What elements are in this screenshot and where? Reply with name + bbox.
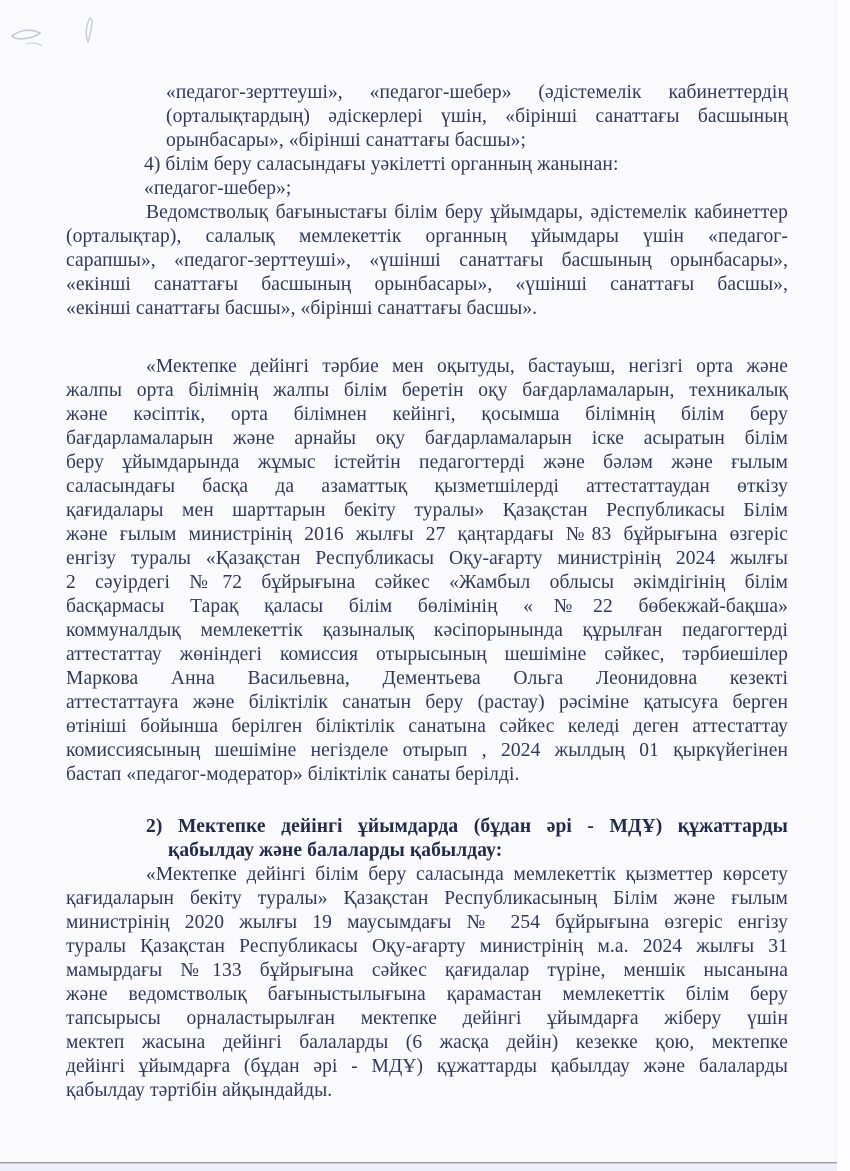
text-line: «Мектепке дейінгі тәрбие мен оқытуды, бастауыш, негізгі орта және [146, 356, 788, 377]
text-line: беру ұйымдарында жұмыс істейтін педагогтерді және бәләм және ғылым [66, 452, 788, 473]
text-line: «Мектепке дейінгі білім беру саласында мемлекеттік қызметтер көрсету [146, 864, 788, 885]
text-line: мамырдағы №133 бұйрығына сәйкес қағидалар түріне, меншік нысанына [66, 960, 788, 981]
text-line: және кәсіптік, орта білімнен кейінгі, қосымша білімнің білім беру [66, 404, 788, 425]
text-line: қабылдау тәртібін айқындайды. [66, 1080, 333, 1101]
text-line: бағдарламаларын және арнайы оқу бағдарламаларын іске асыратын білім [66, 428, 788, 449]
text-line: 2 сәуірдегі №72 бұйрығына сәйкес «Жамбыл облысы әкімдігінің білім [66, 572, 788, 593]
vedomstvolyq-paragraph [66, 201, 788, 321]
text-line: «екінші санаттағы басшының орынбасары», «үшінші санаттағы басшы», [66, 274, 788, 295]
text-line: сарапшы», «педагог-зерттеуші», «үшінші санаттағы басшының орынбасары», [66, 250, 788, 271]
text-line: дейінгі ұйымдарға (бұдан әрі - МДҰ) құжаттарды қабылдау және балаларды [66, 1056, 788, 1077]
list-item-4 [66, 153, 788, 177]
text-line: және ведомстволық бағыныстылығына қарамастан мемлекеттік білім беру [66, 984, 788, 1005]
text-line: комиссиясының шешіміне негізделе отырып , 2024 жылдың 01 қыркүйегінен [66, 740, 788, 761]
text-line: 4) білім беру саласындағы уәкілетті органның жанынан: [144, 154, 619, 175]
text-line: тапсырысы орналастырылған мектепке дейінгі ұйымдарға жіберу үшін [66, 1008, 788, 1029]
text-line: туралы Қазақстан Республикасы Оқу-ағарту министрінің м.а. 2024 жылғы 31 [66, 936, 788, 957]
list-item-continuation [166, 81, 788, 153]
text-line: министрінің 2020 жылғы 19 маусымдағы № 254 бұйрығына өзгеріс енгізу [66, 912, 788, 933]
text-line: (орталықтар), салалық мемлекеттік органның ұйымдары үшін «педагог- [66, 226, 788, 247]
text-line: орынбасары», «бірінші санаттағы басшы»; [166, 130, 526, 151]
scan-right-edge [836, 0, 850, 1170]
text-line: коммуналдық мемлекеттік қазыналық кәсіпорынында құрылған педагогтерді [66, 620, 788, 641]
text-line: аттестаттау жөніндегі комиссия отырысының шешіміне сәйкес, тәрбиешілер [66, 644, 788, 665]
text-line: және ғылым министрінің 2016 жылғы 27 қаңтардағы №83 бұйрығына өзгеріс [66, 524, 788, 545]
text-line: енгізу туралы «Қазақстан Республикасы Оқу-ағарту министрінің 2024 жылғы [66, 548, 788, 569]
text-line: (орталықтардың) әдіскерлері үшін, «бірінші санаттағы басшының [166, 106, 788, 127]
text-line: «педагог-шебер»; [144, 178, 292, 199]
text-line: аттестаттауға және біліктілік санатын беру (растау) рәсіміне қатысуға берген [66, 692, 788, 713]
attestation-paragraph [66, 355, 788, 787]
text-line: 2) Мектепке дейінгі ұйымдарда (бұдан әрі - МДҰ) құжаттарды [146, 816, 788, 837]
text-line: «педагог-зерттеуші», «педагог-шебер» (әдістемелік кабинеттердің [166, 82, 788, 103]
text-line: қағидалары мен шарттарын бекіту туралы» Қазақстан Республикасы Білім [66, 500, 788, 521]
text-line: мектеп жасына дейінгі балаларды (6 жасқа дейін) кезекке қою, мектепке [66, 1032, 788, 1053]
text-line: жалпы орта білімнің жалпы білім беретін оқу бағдарламаларын, техникалық [66, 380, 788, 401]
text-line: бастап «педагог-модератор» біліктілік санаты берілді. [66, 764, 520, 785]
pedagog-sheber-line [66, 177, 788, 201]
text-line: қағидаларын бекіту туралы» Қазақстан Республикасының Білім және ғылым [66, 888, 788, 909]
text-line: Ведомстволық бағыныстағы білім беру ұйымдары, әдістемелік кабинеттер [146, 202, 788, 223]
text-line: «екінші санаттағы басшы», «бірінші санаттағы басшы». [66, 298, 538, 319]
text-line: Маркова Анна Васильевна, Дементьева Ольга Леонидовна кезекті [66, 668, 788, 689]
document-text [66, 81, 788, 1103]
text-line: қабылдау және балаларды қабылдау: [168, 840, 503, 861]
text-line: өтініші бойынша берілген біліктілік санатына сәйкес келеді деген аттестаттау [66, 716, 788, 737]
section-2-heading [66, 815, 788, 863]
mdu-paragraph [66, 863, 788, 1103]
pencil-smudge-icon [6, 12, 102, 62]
text-line: басқармасы Тарақ қаласы білім бөлімінің «№22 бөбекжай-бақша» [66, 596, 788, 617]
text-line: саласындағы басқа да азаматтық қызметшілерді аттестаттаудан өткізу [66, 476, 788, 497]
